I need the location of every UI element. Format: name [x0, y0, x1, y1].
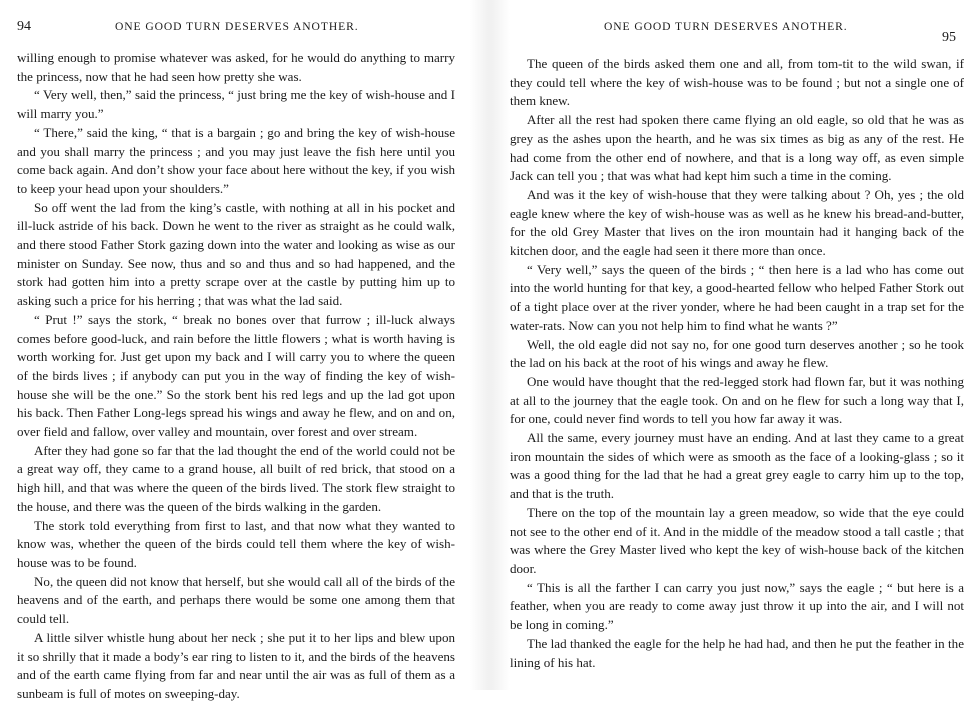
left-paragraph-7: The stork told everything from first to last, and that now what they wanted to know was, whether the queen of the birds could tell them where the key of wish-house was to be found. [17, 517, 455, 570]
right-paragraph-1: The queen of the birds asked them one and all, from tom-tit to the wild swan, if they could tell where the key of wish-house was to be found ; but not a single one of them knew. [510, 56, 964, 109]
book-gutter [470, 0, 510, 690]
right-paragraph-7: All the same, every journey must have an ending. And at last they came to a great iron mountain the sides of which were as smooth as the face of a looking-glass ; so it was a good thing for the lad that he had a great grey eagle to carry him up to the top, and that is the truth. [510, 430, 964, 502]
left-paragraph-3: “ There,” said the king, “ that is a bargain ; go and bring the key of wish-house and you shall marry the princess ; and you may just leave the fish here until you come back again. And don’t show your face about here without the key, if you wish to keep your head upon your shoulders.” [17, 124, 455, 196]
right-paragraph-3: And was it the key of wish-house that they were talking about ? Oh, yes ; the old eagle knew where the key of wish-house was as well as he knew his bread-and-butter, for the old Grey Master that lives on the iron mountain had it hanging back of the kitchen door, and the eagle had seen it there more than once. [510, 186, 964, 259]
right-paragraph-2: After all the rest had spoken there came flying an old eagle, so old that he was as grey as the ashes upon the hearth, and he was six times as big as any of the rest. He had come from the other end of nowhere, and that is a long way off, as even simple Jack can tell you ; that was what had kept him such a time in the coming. [510, 112, 964, 184]
right-page-number: 95 [942, 30, 956, 45]
left-paragraph-5: “ Prut !” says the stork, “ break no bones over that furrow ; ill-luck always comes before good-luck, and rain before the little flowers ; what is worth having is worth working for. Just get upon my back and I will carry you to where the queen of the birds lives ; if anybody can put you in the way of finding the key of wish-house she will be the one.” So the stork bent his red legs and up the lad got upon his back. Then Father Long-legs spread his wings and away he flew, and on and on, over field and fallow, over valley and mountain, over forest and over stream. [17, 311, 455, 440]
right-paragraph-10: The lad thanked the eagle for the help he had had, and then he put the feather in the lining of his hat. [510, 635, 964, 670]
left-paragraph-2: “ Very well, then,” said the princess, “ just bring me the key of wish-house and I will marry you.” [17, 87, 455, 122]
right-paragraph-4: “ Very well,” says the queen of the birds ; “ then here is a lad who has come out into the world hunting for that key, a good-hearted fellow who helped Father Stork out of a tight place over at the river yonder, where he had been caught in a trap set for the water-rats. Now can you not help him to find what he wants ?” [510, 261, 964, 333]
right-paragraph-9: “ This is all the farther I can carry you just now,” says the eagle ; “ but here is a feather, when you are ready to come away just throw it up into the air, and I will not be long in coming.” [510, 579, 964, 633]
left-paragraph-1: willing enough to promise whatever was asked, for he would do anything to marry the princess, now that he had seen how pretty she was. [17, 50, 455, 84]
left-paragraph-8: No, the queen did not know that herself, but she would call all of the birds of the heavens and of the earth, and perhaps there would be some one among them that could tell. [17, 573, 455, 627]
left-paragraph-4: So off went the lad from the king’s castle, with nothing at all in his pocket and ill-luck astride of his back. Down he went to the river as straight as he could walk, and there stood Father Stork gazing down into the water and looking as wise as our minister on Sunday. See now, thus and so and thus and so had happened, and the stork had gotten him into a pretty scrape over at the castle by putting him up to asking such a price for his herring ; that was what the lad said. [17, 199, 455, 309]
right-paragraph-5: Well, the old eagle did not say no, for one good turn deserves another ; so he took the lad on his back at the root of his wings and away he flew. [510, 336, 964, 371]
left-page-body [17, 49, 455, 704]
left-page-number: 94 [17, 19, 31, 34]
left-running-header: ONE GOOD TURN DESERVES ANOTHER. [115, 20, 359, 33]
right-paragraph-6: One would have thought that the red-legged stork had flown far, but it was nothing at all to the journey that the eagle took. On and on he flew for such a long way that I, for one, could never find words to tell you how far away it was. [510, 373, 964, 427]
left-page [0, 0, 470, 701]
right-paragraph-8: There on the top of the mountain lay a green meadow, so wide that the eye could not see to the other end of it. And in the middle of the meadow stood a tall castle ; that was where the Grey Master lived who kept the key of wish-house back of the kitchen door. [510, 504, 964, 576]
left-paragraph-9: A little silver whistle hung about her neck ; she put it to her lips and blew upon it so shrilly that it made a body’s ear ring to listen to it, and the birds of the heavens and of the earth came flying from far and near until the air was as full of them as a sunbeam is full of motes on sweeping-day. [17, 629, 455, 701]
right-page [510, 0, 972, 690]
right-page-body [510, 55, 964, 672]
right-running-header: ONE GOOD TURN DESERVES ANOTHER. [604, 20, 848, 33]
left-paragraph-6: After they had gone so far that the lad thought the end of the world could not be a great way off, they came to a grand house, all built of red brick, that stood on a high hill, and that was where the queen of the birds lived. The stork flew straight to the house, and there was the queen of the birds walking in the garden. [17, 442, 455, 514]
